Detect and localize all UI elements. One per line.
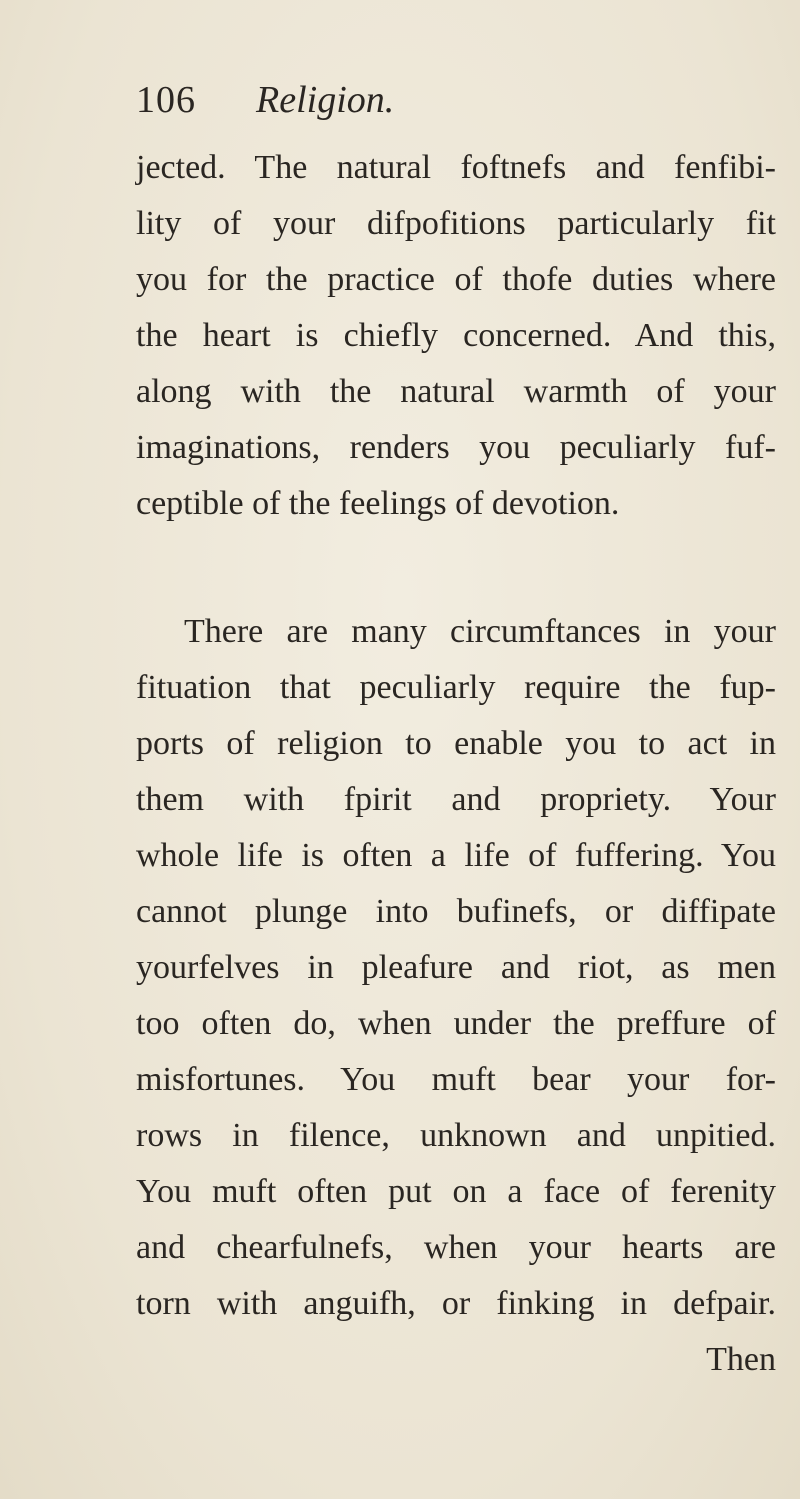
text-line: the heart is chiefly concerned. And this,	[136, 317, 776, 354]
text-line: ports of religion to enable you to act in	[136, 725, 776, 762]
text-line: imaginations, renders you peculiarly fuf-	[136, 429, 776, 466]
text-line: You muft often put on a face of ferenity	[136, 1173, 776, 1210]
page-header	[136, 70, 696, 130]
paragraph-2	[136, 604, 776, 1332]
paragraph-1	[136, 140, 776, 532]
text-line: jected. The natural foftnefs and fenfibi-	[136, 149, 776, 186]
text-line: too often do, when under the preffure of	[136, 1005, 776, 1042]
body-text	[136, 140, 776, 1388]
text-line: whole life is often a life of fuffering. You	[136, 837, 776, 874]
text-line: yourfelves in pleafure and riot, as men	[136, 949, 776, 986]
text-line: ceptible of the feelings of devotion.	[136, 485, 620, 522]
text-line: them with fpirit and propriety. Your	[136, 781, 776, 818]
text-line: and chearfulnefs, when your hearts are	[136, 1229, 776, 1266]
text-line: There are many circumftances in your	[184, 613, 776, 650]
page-number: 106	[136, 79, 196, 121]
paragraph-gap	[136, 532, 776, 604]
text-line: cannot plunge into bufinefs, or diffipate	[136, 893, 776, 930]
running-head: Religion.	[256, 79, 395, 121]
text-line: fituation that peculiarly require the fup-	[136, 669, 776, 706]
text-line: lity of your difpofitions particularly fit	[136, 205, 776, 242]
text-line: you for the practice of thofe duties where	[136, 261, 776, 298]
text-line: rows in filence, unknown and unpitied.	[136, 1117, 776, 1154]
catchword: Then	[706, 1341, 776, 1378]
text-line: misfortunes. You muft bear your for-	[136, 1061, 776, 1098]
text-line: along with the natural warmth of your	[136, 373, 776, 410]
text-line: torn with anguifh, or finking in defpair.	[136, 1285, 776, 1322]
